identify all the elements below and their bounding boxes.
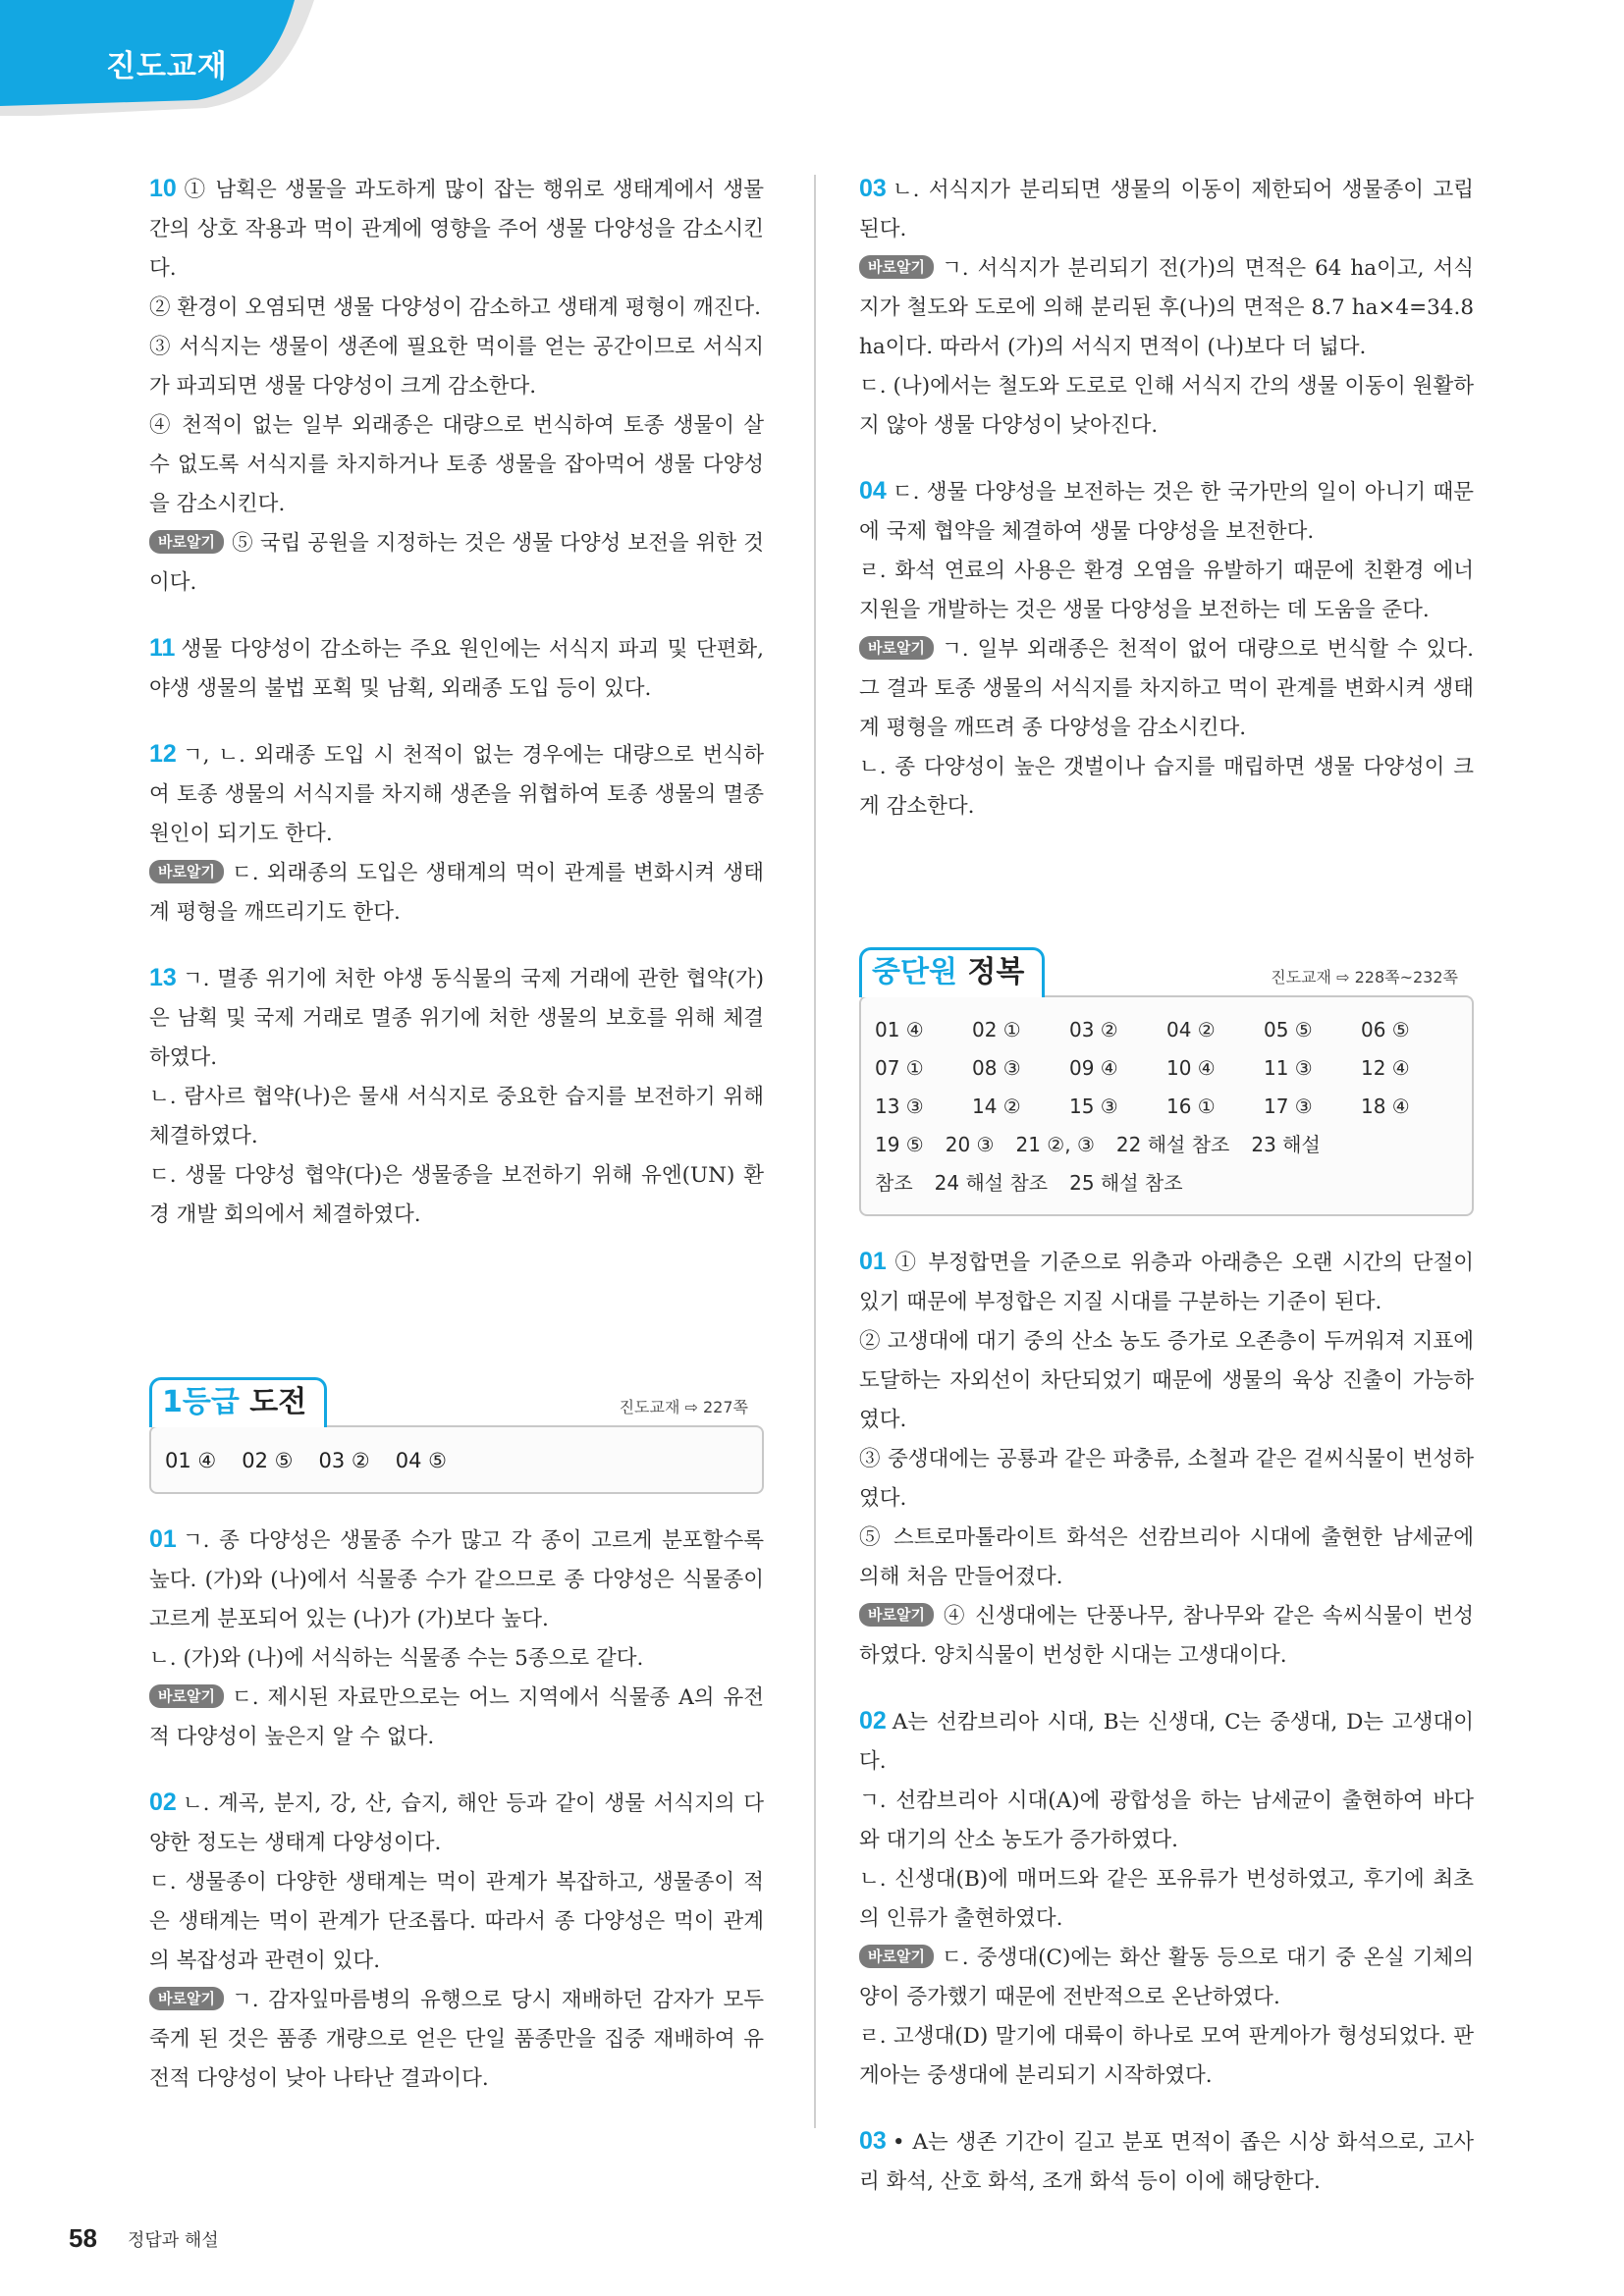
answer-paragraph bbox=[859, 1939, 1474, 2017]
paragraph-text: • A는 생존 기간이 길고 분포 면적이 좁은 시상 화석으로, 고사리 화석, 산호 화석, 조개 화석 등이 이에 해당한다. bbox=[859, 2130, 1474, 2194]
answer-key-item: 17 ③ bbox=[1264, 1095, 1313, 1118]
challenge-title-rest: 도전 bbox=[239, 1385, 307, 1419]
answer-entry bbox=[859, 169, 1474, 446]
answer-key-item: 19 ⑤ bbox=[875, 1133, 924, 1156]
question-number: 01 bbox=[859, 1248, 887, 1275]
challenge-box-title bbox=[149, 1377, 327, 1427]
question-number: 02 bbox=[149, 1789, 177, 1816]
correction-badge: 바로알기 bbox=[149, 530, 224, 554]
answer-paragraph bbox=[149, 628, 764, 709]
answer-paragraph bbox=[859, 1782, 1474, 1860]
challenge-answers bbox=[149, 1425, 764, 1494]
answer-key-item: 02 ① bbox=[972, 1018, 1021, 1041]
unit-review-title-rest: 정복 bbox=[956, 955, 1025, 989]
answer-paragraph bbox=[859, 249, 1474, 367]
paragraph-text: ① 부정합면을 기준으로 위층과 아래층은 오랜 시간의 단절이 있기 때문에 부정합은 지질 시대를 구분하는 기준이 된다. bbox=[859, 1251, 1474, 1314]
answer-key-item: 14 ② bbox=[972, 1095, 1021, 1118]
correction-badge: 바로알기 bbox=[149, 1987, 224, 2010]
answer-paragraph bbox=[149, 958, 764, 1078]
answer-key-item: 13 ③ bbox=[875, 1095, 924, 1118]
paragraph-text: ㄷ. 중생대(C)에는 화산 활동 등으로 대기 중 온실 기체의 양이 증가했기 때문에 전반적으로 온난하였다. bbox=[859, 1946, 1474, 2009]
answer-key-item: 06 ⑤ bbox=[1361, 1018, 1410, 1041]
question-number: 02 bbox=[859, 1707, 887, 1735]
column-divider bbox=[814, 175, 816, 2128]
answer-paragraph bbox=[859, 169, 1474, 249]
answer-paragraph bbox=[859, 2121, 1474, 2202]
left-column bbox=[149, 169, 764, 2124]
left-entries-top bbox=[149, 169, 764, 1235]
correction-badge: 바로알기 bbox=[859, 1603, 934, 1627]
answer-entry bbox=[859, 2121, 1474, 2202]
answer-entry bbox=[149, 169, 764, 603]
answer-key-item: 25 해설 참조 bbox=[1069, 1171, 1183, 1195]
right-entries-top bbox=[859, 169, 1474, 827]
answer-key-item: 04 ⑤ bbox=[395, 1449, 447, 1472]
paragraph-text: ㄹ. 고생대(D) 말기에 대륙이 하나로 모여 판게아가 형성되었다. 판게아는 중생대에 분리되기 시작하였다. bbox=[859, 2024, 1474, 2088]
answer-paragraph bbox=[859, 552, 1474, 630]
answer-key-item: 02 ⑤ bbox=[242, 1449, 294, 1472]
answer-key-item: 05 ⑤ bbox=[1264, 1018, 1313, 1041]
answer-paragraph bbox=[859, 1322, 1474, 1440]
paragraph-text: ㄴ. 신생대(B)에 매머드와 같은 포유류가 번성하였고, 후기에 최초의 인류가 출현하였다. bbox=[859, 1867, 1474, 1931]
answer-paragraph bbox=[149, 328, 764, 406]
answer-key-item: 16 ① bbox=[1166, 1095, 1216, 1118]
answer-key-item: 09 ④ bbox=[1069, 1056, 1118, 1080]
paragraph-text: ㄱ. 종 다양성은 생물종 수가 많고 각 종이 고르게 분포할수록 높다. (가)와 (나)에서 식물종 수가 같으므로 종 다양성은 식물종이 고르게 분포되어 있는 (나)가 (가)보다 높다. bbox=[149, 1528, 764, 1631]
question-number: 04 bbox=[859, 477, 887, 505]
answer-key-item: 03 ② bbox=[318, 1449, 370, 1472]
answer-entry bbox=[859, 1701, 1474, 2096]
answer-paragraph bbox=[149, 1520, 764, 1639]
paragraph-text: ② 환경이 오염되면 생물 다양성이 감소하고 생태계 평형이 깨진다. bbox=[149, 295, 762, 320]
answer-paragraph bbox=[859, 1597, 1474, 1676]
answer-paragraph bbox=[859, 1440, 1474, 1519]
paragraph-text: ④ 천적이 없는 일부 외래종은 대량으로 번식하여 토종 생물이 살 수 없도록 서식지를 차지하거나 토종 생물을 잡아먹어 생물 다양성을 감소시킨다. bbox=[149, 413, 764, 516]
answer-paragraph bbox=[859, 2017, 1474, 2096]
answer-key-item: 23 해설 bbox=[1251, 1133, 1321, 1156]
paragraph-text: ㄱ. 일부 외래종은 천적이 없어 대량으로 번식할 수 있다. 그 결과 토종 생물의 서식지를 차지하고 먹이 관계를 변화시켜 생태계 평형을 깨뜨려 종 다양성을 감소시킨다. bbox=[859, 637, 1474, 740]
paragraph-text: ㄴ. 계곡, 분지, 강, 산, 습지, 해안 등과 같이 생물 서식지의 다양한 정도는 생태계 다양성이다. bbox=[149, 1791, 764, 1855]
answer-key-item: 참조 bbox=[875, 1171, 913, 1195]
question-number: 10 bbox=[149, 175, 177, 202]
paragraph-text: ④ 신생대에는 단풍나무, 참나무와 같은 속씨식물이 번성하였다. 양치식물이 번성한 시대는 고생대이다. bbox=[859, 1604, 1474, 1668]
answer-key-item: 08 ③ bbox=[972, 1056, 1021, 1080]
paragraph-text: ㄴ. 람사르 협약(나)은 물새 서식지로 중요한 습지를 보전하기 위해 체결하였다. bbox=[149, 1085, 764, 1148]
correction-badge: 바로알기 bbox=[859, 1945, 934, 1968]
answer-paragraph bbox=[149, 1078, 764, 1156]
paragraph-text: ㄷ. 생물 다양성을 보전하는 것은 한 국가만의 일이 아니기 때문에 국제 협약을 체결하여 생물 다양성을 보전한다. bbox=[859, 480, 1474, 544]
paragraph-text: ③ 서식지는 생물이 생존에 필요한 먹이를 얻는 공간이므로 서식지가 파괴되면 생물 다양성이 크게 감소한다. bbox=[149, 335, 764, 399]
correction-badge: 바로알기 bbox=[149, 1684, 224, 1708]
unit-review-box bbox=[859, 946, 1474, 1216]
answer-paragraph bbox=[859, 471, 1474, 552]
paragraph-text: ㄷ. 생물종이 다양한 생태계는 먹이 관계가 복잡하고, 생물종이 적은 생태계는 먹이 관계가 단조롭다. 따라서 종 다양성은 먹이 관계의 복잡성과 관련이 있다. bbox=[149, 1870, 764, 1973]
answer-paragraph bbox=[149, 1679, 764, 1757]
answer-paragraph bbox=[859, 748, 1474, 827]
answer-paragraph bbox=[859, 1519, 1474, 1597]
footer-text: 정답과 해설 bbox=[128, 2230, 219, 2251]
unit-review-box-title bbox=[859, 947, 1045, 997]
answer-paragraph bbox=[149, 1639, 764, 1679]
unit-review-box-ref: 진도교재 ⇨ 228쪽~232쪽 bbox=[1271, 968, 1458, 987]
answer-key-item: 03 ② bbox=[1069, 1018, 1118, 1041]
challenge-title-highlight: 1등급 bbox=[162, 1385, 240, 1419]
paragraph-text: ㄷ. 제시된 자료만으로는 어느 지역에서 식물종 A의 유전적 다양성이 높은지 알 수 없다. bbox=[149, 1685, 764, 1749]
right-entries-bottom bbox=[859, 1242, 1474, 2202]
correction-badge: 바로알기 bbox=[149, 860, 224, 883]
question-number: 12 bbox=[149, 740, 177, 768]
answer-paragraph bbox=[149, 1863, 764, 1981]
challenge-box-ref: 진도교재 ⇨ 227쪽 bbox=[619, 1398, 748, 1416]
paragraph-text: A는 선캄브리아 시대, B는 신생대, C는 중생대, D는 고생대이다. bbox=[859, 1710, 1474, 1774]
paragraph-text: ② 고생대에 대기 중의 산소 농도 증가로 오존층이 두꺼워져 지표에 도달하는 자외선이 차단되었기 때문에 생물의 육상 진출이 가능하였다. bbox=[859, 1329, 1474, 1432]
unit-review-answers bbox=[859, 995, 1474, 1216]
answer-key-item: 20 ③ bbox=[945, 1133, 995, 1156]
answer-key-item: 11 ③ bbox=[1264, 1056, 1313, 1080]
paragraph-text: ㄹ. 화석 연료의 사용은 환경 오염을 유발하기 때문에 친환경 에너지원을 개발하는 것은 생물 다양성을 보전하는 데 도움을 준다. bbox=[859, 559, 1474, 622]
answer-key-item: 12 ④ bbox=[1361, 1056, 1410, 1080]
answer-entry bbox=[149, 628, 764, 709]
paragraph-text: ③ 중생대에는 공룡과 같은 파충류, 소철과 같은 겉씨식물이 번성하였다. bbox=[859, 1447, 1474, 1511]
paragraph-text: 생물 다양성이 감소하는 주요 원인에는 서식지 파괴 및 단편화, 야생 생물의 불법 포획 및 남획, 외래종 도입 등이 있다. bbox=[149, 637, 764, 701]
paragraph-text: ㄴ. 종 다양성이 높은 갯벌이나 습지를 매립하면 생물 다양성이 크게 감소한다. bbox=[859, 755, 1474, 819]
answer-paragraph bbox=[149, 1156, 764, 1235]
paragraph-text: ⑤ 국립 공원을 지정하는 것은 생물 다양성 보전을 위한 것이다. bbox=[149, 531, 764, 595]
question-number: 11 bbox=[149, 634, 176, 662]
paragraph-text: ① 남획은 생물을 과도하게 많이 잡는 행위로 생태계에서 생물 간의 상호 작용과 먹이 관계에 영향을 주어 생물 다양성을 감소시킨다. bbox=[149, 178, 764, 281]
answer-paragraph bbox=[149, 1981, 764, 2099]
correction-badge: 바로알기 bbox=[859, 255, 934, 279]
paragraph-text: ㄷ. (나)에서는 철도와 도로로 인해 서식지 간의 생물 이동이 원활하지 않아 생물 다양성이 낮아진다. bbox=[859, 374, 1474, 438]
answer-paragraph bbox=[149, 734, 764, 854]
answer-paragraph bbox=[859, 630, 1474, 748]
answer-key-item: 18 ④ bbox=[1361, 1095, 1410, 1118]
answer-entry bbox=[859, 471, 1474, 827]
paragraph-text: ㄱ. 감자잎마름병의 유행으로 당시 재배하던 감자가 모두 죽게 된 것은 품종 개량으로 얻은 단일 품종만을 집중 재배하여 유전적 다양성이 낮아 나타난 결과이다. bbox=[149, 1988, 764, 2091]
question-number: 13 bbox=[149, 964, 177, 991]
correction-badge: 바로알기 bbox=[859, 636, 934, 660]
answer-key-item: 04 ② bbox=[1166, 1018, 1216, 1041]
section-label: 진도교재 bbox=[106, 49, 228, 84]
paragraph-text: ㄱ. 서식지가 분리되기 전(가)의 면적은 64 ha이고, 서식지가 철도와 도로에 의해 분리된 후(나)의 면적은 8.7 ha×4=34.8 ha이다. 따라서 (가)의 서식지 면적이 (나)보다 더 넓다. bbox=[859, 256, 1474, 359]
answer-paragraph bbox=[149, 854, 764, 933]
answer-entry bbox=[149, 958, 764, 1235]
answer-key-item: 10 ④ bbox=[1166, 1056, 1216, 1080]
paragraph-text: ㄴ. (가)와 (나)에 서식하는 식물종 수는 5종으로 같다. bbox=[149, 1646, 644, 1671]
answer-paragraph bbox=[149, 169, 764, 289]
answer-key-item: 22 해설 참조 bbox=[1115, 1133, 1230, 1156]
paragraph-text: ㄱ. 멸종 위기에 처한 야생 동식물의 국제 거래에 관한 협약(가)은 남획 및 국제 거래로 멸종 위기에 처한 생물의 보호를 위해 체결하였다. bbox=[149, 967, 764, 1070]
answer-paragraph bbox=[149, 289, 764, 328]
answer-paragraph bbox=[859, 1860, 1474, 1939]
answer-entry bbox=[859, 1242, 1474, 1676]
paragraph-text: ㄴ. 서식지가 분리되면 생물의 이동이 제한되어 생물종이 고립된다. bbox=[859, 178, 1474, 241]
answer-key-item: 07 ① bbox=[875, 1056, 924, 1080]
page-number: 58 bbox=[69, 2223, 97, 2253]
paragraph-text: ㄷ. 외래종의 도입은 생태계의 먹이 관계를 변화시켜 생태계 평형을 깨뜨리기도 한다. bbox=[149, 861, 764, 925]
question-number: 03 bbox=[859, 2127, 887, 2155]
answer-key-item: 21 ②, ③ bbox=[1015, 1133, 1095, 1156]
paragraph-text: ㄱ, ㄴ. 외래종 도입 시 천적이 없는 경우에는 대량으로 번식하여 토종 생물의 서식지를 차지해 생존을 위협하여 토종 생물의 멸종 원인이 되기도 한다. bbox=[149, 743, 764, 846]
question-number: 03 bbox=[859, 175, 887, 202]
answer-paragraph bbox=[149, 1783, 764, 1863]
paragraph-text: ⑤ 스트로마톨라이트 화석은 선캄브리아 시대에 출현한 남세균에 의해 처음 만들어졌다. bbox=[859, 1525, 1474, 1589]
answer-key-item: 01 ④ bbox=[875, 1018, 924, 1041]
paragraph-text: ㄷ. 생물 다양성 협약(다)은 생물종을 보전하기 위해 유엔(UN) 환경 개발 회의에서 체결하였다. bbox=[149, 1163, 764, 1227]
answer-entry bbox=[149, 734, 764, 933]
right-column bbox=[859, 169, 1474, 2227]
challenge-box bbox=[149, 1376, 764, 1494]
answer-entry bbox=[149, 1520, 764, 1757]
answer-key-item: 24 해설 참조 bbox=[934, 1171, 1049, 1195]
left-entries-bottom bbox=[149, 1520, 764, 2099]
unit-review-title-highlight: 중단원 bbox=[872, 955, 957, 989]
answer-paragraph bbox=[859, 1242, 1474, 1322]
answer-paragraph bbox=[859, 367, 1474, 446]
answer-paragraph bbox=[149, 406, 764, 524]
answer-paragraph bbox=[149, 524, 764, 603]
paragraph-text: ㄱ. 선캄브리아 시대(A)에 광합성을 하는 남세균이 출현하여 바다와 대기의 산소 농도가 증가하였다. bbox=[859, 1789, 1474, 1852]
answer-key-item: 01 ④ bbox=[165, 1449, 217, 1472]
answer-key-item: 15 ③ bbox=[1069, 1095, 1118, 1118]
question-number: 01 bbox=[149, 1525, 177, 1553]
answer-paragraph bbox=[859, 1701, 1474, 1782]
answer-entry bbox=[149, 1783, 764, 2099]
